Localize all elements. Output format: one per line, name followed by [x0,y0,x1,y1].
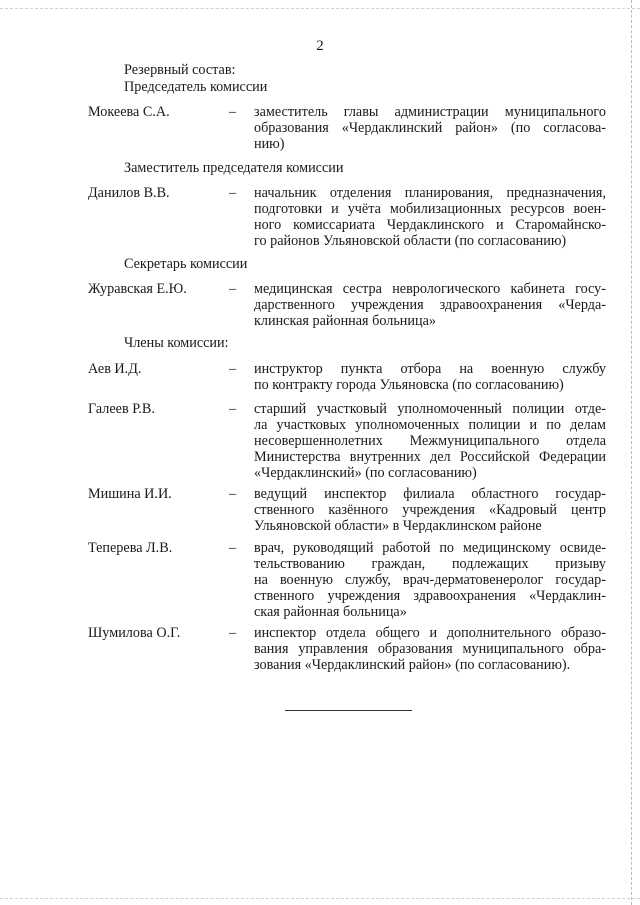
scan-edge-right [631,0,632,905]
entry-name: Журавская Е.Ю. [88,281,187,297]
entry-description: инспектор отдела общего и дополнительного образо- вания управления образования муниципального обра- зования «Чердаклинский район» (по согласованию). [254,625,606,673]
entry-dash: – [229,104,237,120]
entry-name: Теперева Л.В. [88,540,173,556]
entry-description: заместитель главы администрации муниципального образования «Чердаклинский район» (по согласова- нию) [254,104,606,152]
section-deputy: Заместитель председателя комиссии [124,160,344,176]
entry-description: медицинская сестра неврологического кабинета госу- дарственного учреждения здравоохранения «Черда- клинская районная больница» [254,281,606,329]
entry-name: Галеев Р.В. [88,401,155,417]
entry-dash: – [229,361,237,377]
scan-edge-top [0,8,640,9]
entry-name: Шумилова О.Г. [88,625,181,641]
entry-dash: – [229,401,237,417]
entry-description: инструктор пункта отбора на военную службу по контракту города Ульяновска (по согласованию) [254,361,606,393]
entry-dash: – [229,625,237,641]
entry-description: начальник отделения планирования, предназначения, подготовки и учёта мобилизационных ресурсов воен- ного комиссариата Чердаклинского и Старомайнско- го районов Ульяновской области (по согласованию) [254,185,606,249]
entry-name: Мишина И.И. [88,486,172,502]
reserve-title: Резервный состав: [124,62,236,78]
entry-dash: – [229,486,237,502]
section-secretary: Секретарь комиссии [124,256,248,272]
entry-name: Аев И.Д. [88,361,142,377]
entry-name: Мокеева С.А. [88,104,170,120]
entry-dash: – [229,281,237,297]
entry-description: врач, руководящий работой по медицинскому освиде- тельствованию граждан, подлежащих призыву на военную службу, врач-дерматовенеролог государ- ственного учреждения здравоохранения «Чердаклин- ская районная больница» [254,540,606,620]
section-members: Члены комиссии: [124,335,229,351]
end-separator-line [285,710,412,711]
entry-dash: – [229,540,237,556]
entry-name: Данилов В.В. [88,185,170,201]
section-chair: Председатель комиссии [124,79,268,95]
entry-description: ведущий инспектор филиала областного государ- ственного казённого учреждения «Кадровый центр Ульяновской области» в Чердаклинском районе [254,486,606,534]
scan-edge-bottom [0,898,640,899]
entry-description: старший участковый уполномоченный полиции отде- ла участковых уполномоченных полиции и по делам несовершеннолетних Межмуниципального отдела Министерства внутренних дел Российской Федерации «Чердаклинский» (по согласованию) [254,401,606,481]
page-number: 2 [316,38,324,54]
entry-dash: – [229,185,237,201]
